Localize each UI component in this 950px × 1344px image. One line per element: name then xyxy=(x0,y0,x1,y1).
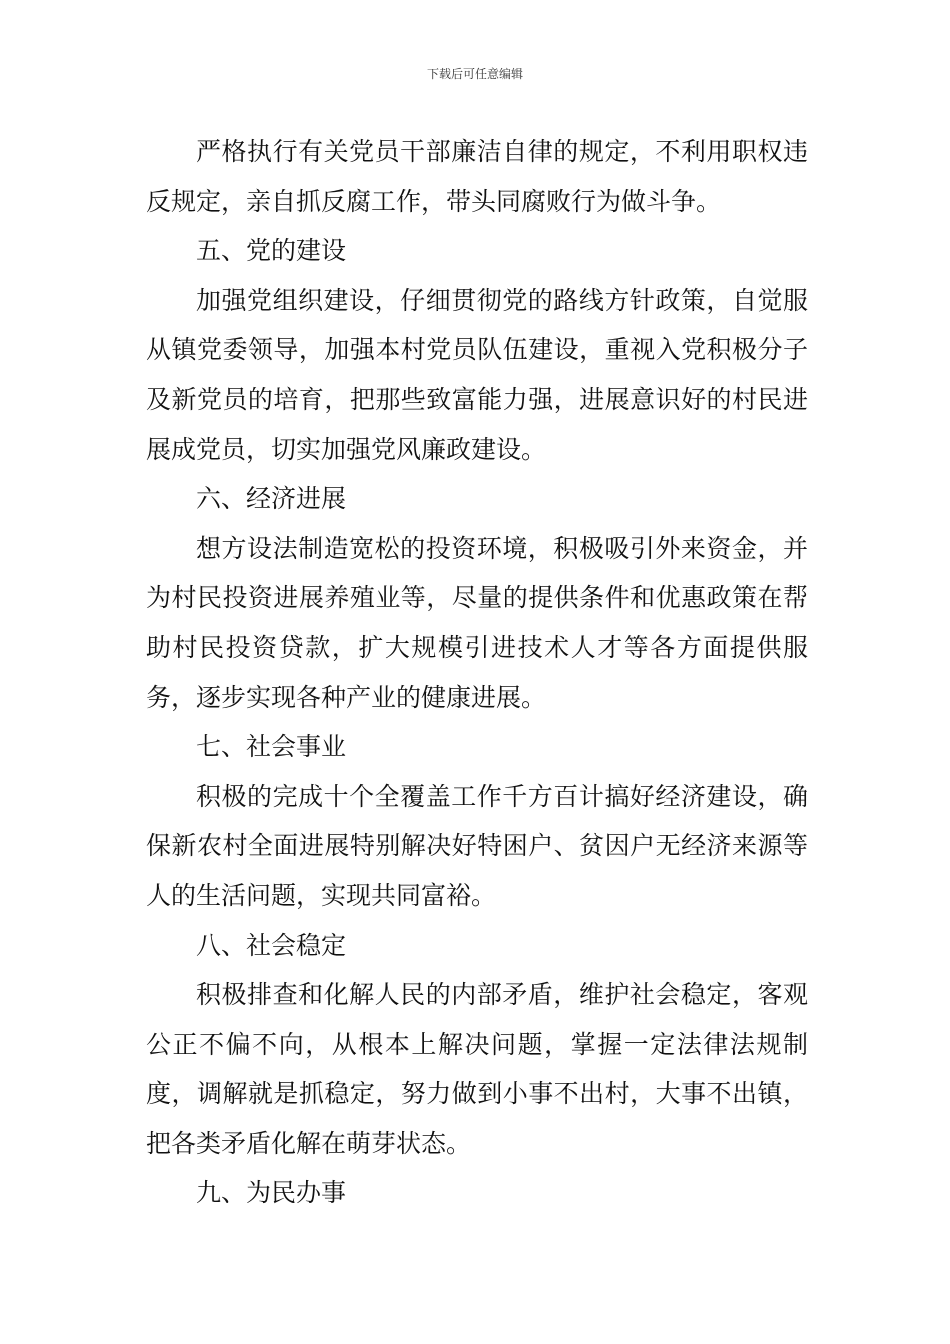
section-heading-economic-development: 六、经济进展 xyxy=(196,484,347,514)
paragraph-party-building: 加强党组织建设，仔细贯彻党的路线方针政策，自觉服从镇党委领导，加强本村党员队伍建设，重视入党积极分子及新党员的培育，把那些致富能力强，进展意识好的村民进展成党员，切实加强党风廉政建设。 xyxy=(146,285,808,464)
section-heading-serving-people: 九、为民办事 xyxy=(196,1178,347,1208)
paragraph-integrity: 严格执行有关党员干部廉洁自律的规定，不利用职权违反规定，亲自抓反腐工作，带头同腐败行为做斗争。 xyxy=(146,137,808,216)
paragraph-economic-development: 想方设法制造宽松的投资环境，积极吸引外来资金，并为村民投资进展养殖业等，尽量的提供条件和优惠政策在帮助村民投资贷款，扩大规模引进技术人才等各方面提供服务，逐步实现各种产业的健康进展。 xyxy=(146,533,808,712)
section-heading-social-affairs: 七、社会事业 xyxy=(196,732,347,762)
section-heading-party-building: 五、党的建设 xyxy=(196,236,347,266)
paragraph-social-affairs: 积极的完成十个全覆盖工作千方百计搞好经济建设，确保新农村全面进展特别解决好特困户、贫因户无经济来源等人的生活问题，实现共同富裕。 xyxy=(146,781,808,910)
section-heading-social-stability: 八、社会稳定 xyxy=(196,930,347,960)
page-header: 下载后可任意编辑 xyxy=(426,67,523,81)
paragraph-social-stability: 积极排查和化解人民的内部矛盾，维护社会稳定，客观公正不偏不向，从根本上解决问题，掌握一定法律法规制度，调解就是抓稳定，努力做到小事不出村，大事不出镇，把各类矛盾化解在萌芽状态。 xyxy=(146,980,808,1158)
document-body xyxy=(146,127,808,1218)
